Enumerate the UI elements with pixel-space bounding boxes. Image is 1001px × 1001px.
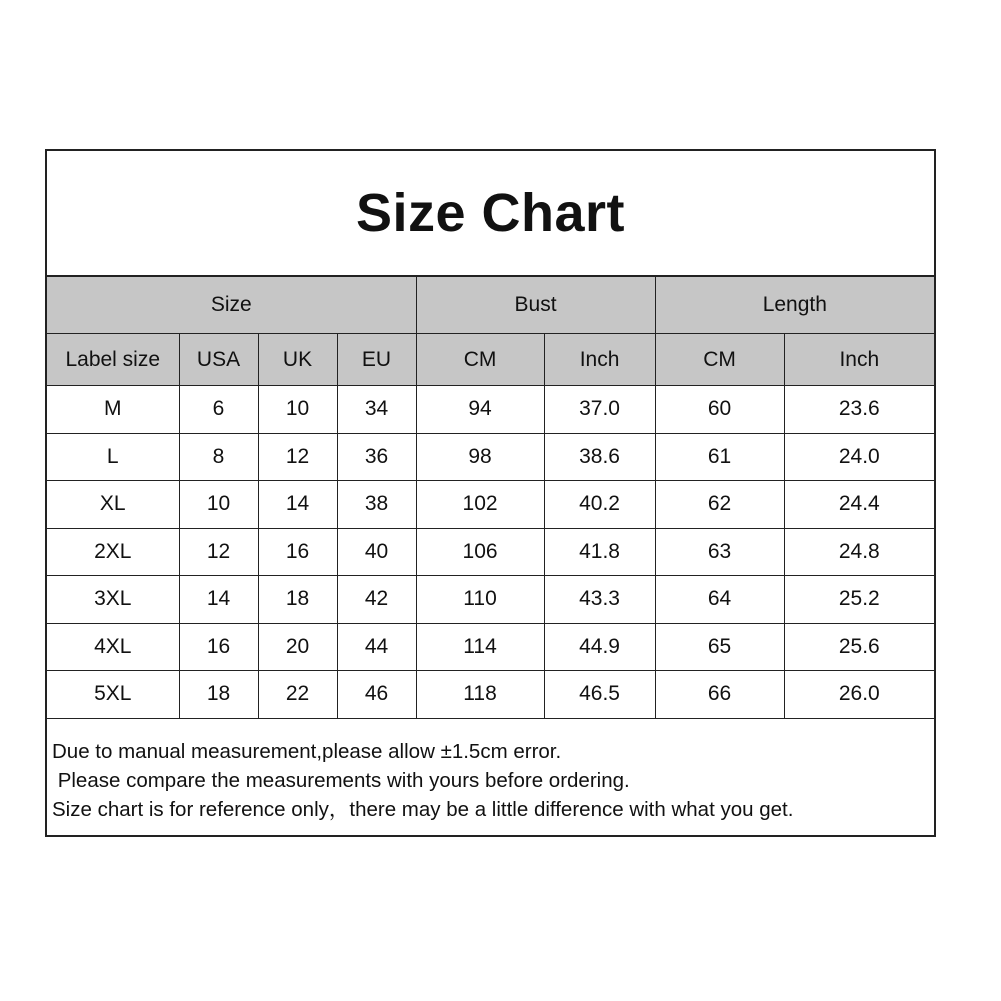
table-cell: 46 bbox=[337, 671, 416, 719]
size-chart-sheet bbox=[45, 149, 936, 837]
page-title: Size Chart bbox=[355, 183, 626, 243]
table-row bbox=[47, 386, 934, 434]
table-cell: 3XL bbox=[47, 576, 179, 624]
table-cell: 37.0 bbox=[544, 386, 655, 434]
table-cell: 10 bbox=[179, 481, 258, 529]
table-cell: 98 bbox=[416, 433, 544, 481]
table-row bbox=[47, 528, 934, 576]
table-cell: 62 bbox=[655, 481, 784, 529]
col-header-uk: UK bbox=[258, 334, 337, 386]
table-cell: 66 bbox=[655, 671, 784, 719]
table-cell: 102 bbox=[416, 481, 544, 529]
table-cell: 12 bbox=[179, 528, 258, 576]
table-cell: 18 bbox=[179, 671, 258, 719]
table-cell: 61 bbox=[655, 433, 784, 481]
table-cell: 25.2 bbox=[784, 576, 934, 624]
table-cell: 43.3 bbox=[544, 576, 655, 624]
table-cell: 2XL bbox=[47, 528, 179, 576]
notes bbox=[47, 719, 934, 824]
table-cell: 118 bbox=[416, 671, 544, 719]
table-cell: 26.0 bbox=[784, 671, 934, 719]
col-header-eu: EU bbox=[337, 334, 416, 386]
table-cell: 114 bbox=[416, 623, 544, 671]
size-table bbox=[47, 277, 934, 719]
table-cell: 94 bbox=[416, 386, 544, 434]
table-cell: 16 bbox=[258, 528, 337, 576]
table-cell: 36 bbox=[337, 433, 416, 481]
table-row bbox=[47, 481, 934, 529]
col-header-label-size: Label size bbox=[47, 334, 179, 386]
table-cell: 6 bbox=[179, 386, 258, 434]
group-header-bust: Bust bbox=[416, 277, 655, 334]
note-line: Please compare the measurements with yours before ordering. bbox=[52, 768, 630, 792]
table-cell: 24.8 bbox=[784, 528, 934, 576]
table-cell: 44 bbox=[337, 623, 416, 671]
group-header-length: Length bbox=[655, 277, 934, 334]
table-body bbox=[47, 386, 934, 719]
table-cell: 40.2 bbox=[544, 481, 655, 529]
table-row bbox=[47, 433, 934, 481]
table-row bbox=[47, 576, 934, 624]
col-header-length-cm: CM bbox=[655, 334, 784, 386]
group-header-size: Size bbox=[47, 277, 416, 334]
table-cell: 34 bbox=[337, 386, 416, 434]
table-cell: 8 bbox=[179, 433, 258, 481]
table-cell: 60 bbox=[655, 386, 784, 434]
table-cell: 44.9 bbox=[544, 623, 655, 671]
table-cell: 12 bbox=[258, 433, 337, 481]
table-cell: 64 bbox=[655, 576, 784, 624]
table-cell: 5XL bbox=[47, 671, 179, 719]
table-cell: 14 bbox=[179, 576, 258, 624]
table-row bbox=[47, 623, 934, 671]
sub-header-row bbox=[47, 334, 934, 386]
note-line: Due to manual measurement,please allow ±1.5cm error. bbox=[52, 739, 562, 763]
table-cell: 24.4 bbox=[784, 481, 934, 529]
table-cell: 22 bbox=[258, 671, 337, 719]
table-cell: M bbox=[47, 386, 179, 434]
table-cell: 63 bbox=[655, 528, 784, 576]
table-cell: 106 bbox=[416, 528, 544, 576]
table-cell: 41.8 bbox=[544, 528, 655, 576]
table-cell: 25.6 bbox=[784, 623, 934, 671]
table-row bbox=[47, 671, 934, 719]
note-line: Size chart is for reference only，there may be a little difference with what you get. bbox=[52, 797, 794, 821]
group-header-row bbox=[47, 277, 934, 334]
table-cell: 10 bbox=[258, 386, 337, 434]
table-cell: 110 bbox=[416, 576, 544, 624]
col-header-usa: USA bbox=[179, 334, 258, 386]
table-cell: L bbox=[47, 433, 179, 481]
table-cell: XL bbox=[47, 481, 179, 529]
table-cell: 23.6 bbox=[784, 386, 934, 434]
table-cell: 16 bbox=[179, 623, 258, 671]
table-cell: 4XL bbox=[47, 623, 179, 671]
col-header-length-inch: Inch bbox=[784, 334, 934, 386]
table-cell: 65 bbox=[655, 623, 784, 671]
table-cell: 38 bbox=[337, 481, 416, 529]
table-cell: 46.5 bbox=[544, 671, 655, 719]
table-cell: 20 bbox=[258, 623, 337, 671]
table-cell: 18 bbox=[258, 576, 337, 624]
table-cell: 14 bbox=[258, 481, 337, 529]
table-cell: 42 bbox=[337, 576, 416, 624]
col-header-bust-cm: CM bbox=[416, 334, 544, 386]
title-row bbox=[47, 151, 934, 277]
table-cell: 24.0 bbox=[784, 433, 934, 481]
col-header-bust-inch: Inch bbox=[544, 334, 655, 386]
table-cell: 38.6 bbox=[544, 433, 655, 481]
table-cell: 40 bbox=[337, 528, 416, 576]
